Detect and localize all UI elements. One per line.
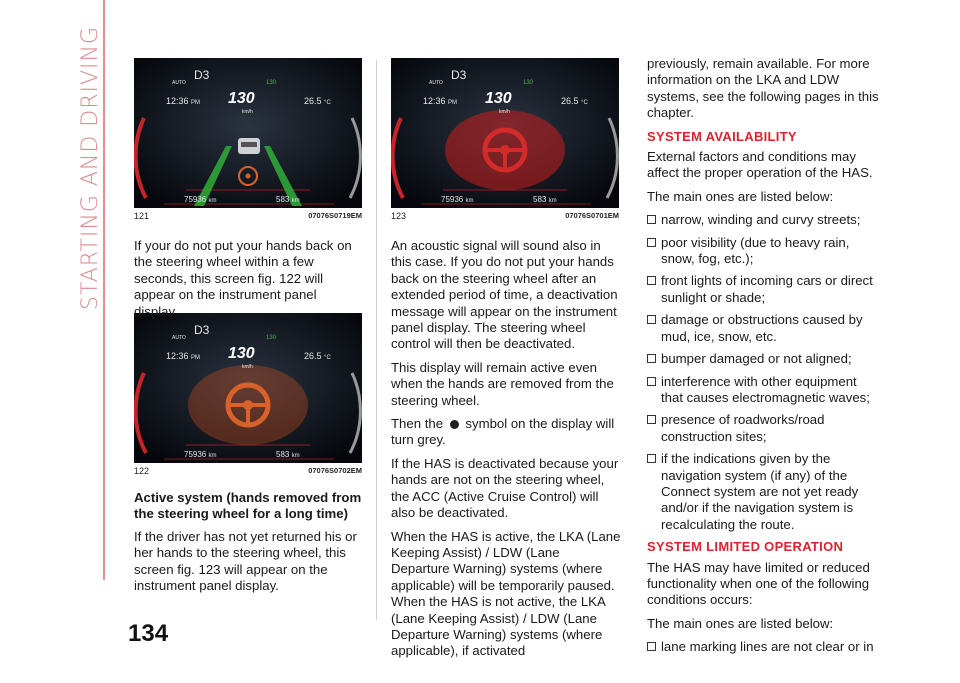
paragraph: The main ones are listed below: [647, 188, 834, 204]
list-item: lane marking lines are not clear or in [647, 639, 879, 655]
speed-unit: km/h [242, 364, 253, 370]
fuel-range: 583 km [533, 195, 557, 204]
column-1-lower [134, 488, 362, 601]
column-1-upper [134, 238, 362, 327]
checkbox-bullet-icon [647, 415, 656, 424]
odometer: 75936 km [184, 195, 217, 204]
checkbox-bullet-icon [647, 215, 656, 224]
paragraph: If your do not put your hands back on the steering wheel within a few seconds, this screen fig. 122 will appear on the instrument panel display. [134, 238, 352, 319]
checkbox-bullet-icon [647, 377, 656, 386]
gear-indicator: D3 [451, 68, 467, 82]
limited-conditions-list [647, 639, 879, 655]
speed-limit: 130 [266, 80, 277, 86]
page-number: 134 [128, 620, 169, 647]
speed-limit: 130 [266, 335, 277, 341]
clock: 12:36 PM [166, 351, 201, 361]
column-divider [376, 60, 377, 620]
fuel-range: 583 km [276, 195, 300, 204]
odometer: 75936 km [184, 450, 217, 459]
figure-123-caption: 123 07076S0701EM [391, 211, 619, 221]
paragraph: If the driver has not yet returned his or her hands to the steering wheel, this screen fig. 123 will appear on the instrument panel display. [134, 528, 357, 594]
fuel-range: 583 km [276, 450, 300, 459]
checkbox-bullet-icon [647, 354, 656, 363]
list-item: interference with other equipment that causes electromagnetic waves; [647, 374, 879, 407]
odometer: 75936 km [441, 195, 474, 204]
list-item: narrow, winding and curvy streets; [647, 212, 879, 228]
conditions-list [647, 212, 879, 533]
outside-temperature: 26.5 °C [561, 96, 588, 106]
paragraph: The main ones are listed below: [647, 615, 834, 631]
paragraph: previously, remain available. For more information on the LKA and LDW systems, see the following pages in this chapter. [647, 56, 879, 121]
paragraph: External factors and conditions may affect the proper operation of the HAS. [647, 149, 873, 181]
gear-indicator: D3 [194, 323, 210, 337]
speed-unit: km/h [242, 109, 253, 115]
paragraph: This display will remain active even when the hands are removed from the steering wheel. [391, 359, 614, 408]
figure-123-dashboard [391, 58, 619, 208]
paragraph: Then the symbol on the display will turn grey. [391, 416, 615, 448]
list-item: presence of roadworks/road construction sites; [647, 412, 879, 445]
checkbox-bullet-icon [647, 642, 656, 651]
instrument-cluster-graphic [134, 313, 362, 463]
subheading: Active system (hands removed from the steering wheel for a long time) [134, 490, 362, 522]
speed-limit: 130 [523, 80, 534, 86]
instrument-cluster-graphic [391, 58, 619, 208]
steering-wheel-icon [450, 420, 459, 429]
section-heading-limited-operation: SYSTEM LIMITED OPERATION [647, 539, 844, 555]
speed-unit: km/h [499, 109, 510, 115]
list-item: bumper damaged or not aligned; [647, 351, 879, 367]
column-2 [391, 238, 621, 667]
speed-readout: 130 [228, 345, 255, 362]
checkbox-bullet-icon [647, 238, 656, 247]
figure-121-caption: 121 07076S0719EM [134, 211, 362, 221]
outside-temperature: 26.5 °C [304, 96, 331, 106]
list-item: if the indications given by the navigation system (if any) of the Connect system are not yet ready and/or if the navigation system is recalculating the route. [647, 451, 879, 533]
paragraph: When the HAS is active, the LKA (Lane Keeping Assist) / LDW (Lane Departure Warning) systems (where applicable) will be temporarily paused. When the HAS is not active, the LKA (Lane Keeping Assist) / LDW (Lane Departure Warning) systems (where applicable), if activated [391, 528, 621, 659]
figure-122-dashboard [134, 313, 362, 463]
gear-indicator: D3 [194, 68, 210, 82]
paragraph: If the HAS is deactivated because your hands are not on the steering wheel, the ACC (Active Cruise Control) will also be deactivated. [391, 455, 619, 521]
checkbox-bullet-icon [647, 315, 656, 324]
instrument-cluster-graphic [134, 58, 362, 208]
auto-label: AUTO [429, 80, 443, 86]
auto-label: AUTO [172, 80, 186, 86]
figure-121-dashboard [134, 58, 362, 208]
paragraph: An acoustic signal will sound also in this case. If you do not put your hands back on the steering wheel after an extended period of time, a deactivation message will appear on the instrument panel display. The steering wheel control will then be deactivated. [391, 238, 618, 352]
checkbox-bullet-icon [647, 276, 656, 285]
list-item: damage or obstructions caused by mud, ice, snow, etc. [647, 312, 879, 345]
section-heading-availability: SYSTEM AVAILABILITY [647, 128, 797, 144]
figure-122-caption: 122 07076S0702EM [134, 466, 362, 476]
column-3 [647, 56, 879, 662]
list-item: front lights of incoming cars or direct sunlight or shade; [647, 273, 879, 306]
paragraph: The HAS may have limited or reduced functionality when one of the following conditions occurs: [647, 559, 870, 608]
clock: 12:36 PM [423, 96, 458, 106]
speed-readout: 130 [485, 90, 512, 107]
outside-temperature: 26.5 °C [304, 351, 331, 361]
clock: 12:36 PM [166, 96, 201, 106]
auto-label: AUTO [172, 335, 186, 341]
list-item: poor visibility (due to heavy rain, snow, fog, etc.); [647, 235, 879, 268]
section-side-bar [103, 0, 105, 580]
checkbox-bullet-icon [647, 454, 656, 463]
speed-readout: 130 [228, 90, 255, 107]
